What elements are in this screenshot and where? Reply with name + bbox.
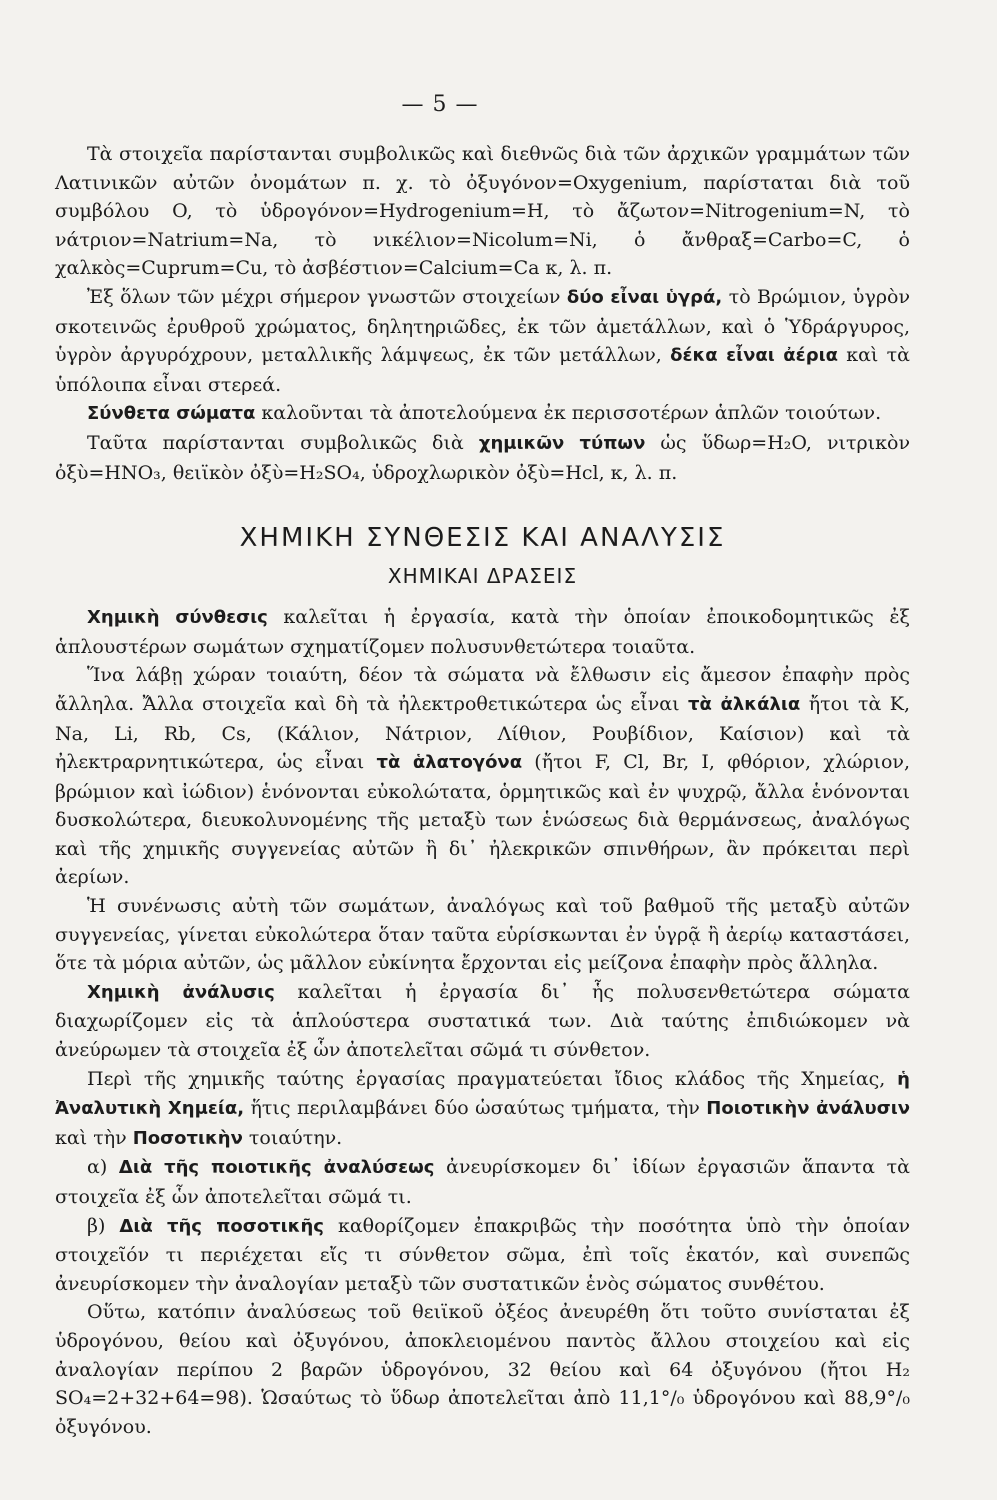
paragraph-text: Οὕτω, κατόπιν ἀναλύσεως τοῦ θειϊκοῦ ὀξέος ἀνευρέθη ὅτι τοῦτο συνίσταται ἐξ ὑδρογόνου, θείου καὶ ὀξυγόνου, ἀποκλειομένου παντὸς ἄλλου στοιχείου καὶ εἰς ἀναλογίαν περίπου 2 βαρῶν ὑδρογόνου, 32 θείου καὶ 64 ὀξυγόνου (ἤτοι H₂ SO₄=2+32+64=98). Ὡσαύτως τὸ ὕδωρ ἀποτελεῖται ἀπὸ 11,1°/₀ ὑδρογόνου καὶ 88,9°/₀ ὀξυγόνου. — [55, 1301, 910, 1438]
paragraph-text: καὶ τὰ ὑπόλοιπα εἶναι στερεά. — [55, 344, 910, 396]
page-body — [55, 140, 910, 1441]
paragraph-text: (ἤτοι F, Cl, Br, I, φθόριον, χλώριον, βρώμιον καὶ ἰώδιον) ἑνόνονται εὐκολώτατα, ὁρμητικῶς καὶ ἐν ψυχρῷ, ἄλλα ἑνόνονται δυσκολώτερα, διευκολυνομένης τῆς μεταξὺ των ἑνώσεως διὰ θερμάνσεως, ἀναλόγως καὶ τῆς χημικῆς συγγενείας αὐτῶν ἢ δι᾽ ἠλεκρικῶν σπινθήρων, ἂν πρόκειται περὶ ἀερίων. — [55, 751, 910, 889]
paragraph — [55, 892, 910, 978]
paragraph — [55, 399, 910, 429]
paragraph — [55, 978, 910, 1065]
paragraph — [55, 140, 910, 283]
bold-term: ἡ Ἀναλυτικὴ Χημεία, — [55, 1068, 910, 1120]
paragraph — [55, 1298, 910, 1441]
paragraph-text: Περὶ τῆς χημικῆς ταύτης ἐργασίας πραγματεύεται ἴδιος κλάδος τῆς Χημείας, — [87, 1067, 898, 1090]
paragraph-text: τοιαύτην. — [242, 1126, 343, 1149]
bold-term: Διὰ τῆς ποιοτικῆς ἀναλύσεως — [118, 1157, 435, 1179]
paragraph — [55, 1153, 910, 1211]
paragraph-text: Ταῦτα παρίστανται συμβολικῶς διὰ — [87, 431, 479, 454]
paragraph — [55, 1212, 910, 1299]
paragraph-text: τὸ Βρώμιον, ὑγρὸν σκοτεινῶς ἐρυθροῦ χρώματος, δηλητηριῶδες, ἐκ τῶν ἀμετάλλων, καὶ ὁ Ὑδράργυρος, ὑγρὸν ἀργυρόχρουν, μεταλλικῆς λάμψεως, ἐκ τῶν μετάλλων, — [55, 285, 910, 367]
section-subtitle: ΧΗΜΙΚΑΙ ΔΡΑΣΕΙΣ — [387, 564, 578, 589]
bold-term: τὰ ἁλατογόνα — [376, 752, 523, 774]
bold-term: Ποσοτικὴν — [132, 1127, 243, 1149]
bold-term: χημικῶν τύπων — [478, 432, 646, 454]
bold-term: Σύνθετα σώματα — [87, 403, 256, 425]
bold-term: δέκα εἶναι ἀέρια — [670, 345, 838, 367]
list-marker: β) — [87, 1214, 120, 1237]
paragraph-text: Ἡ συνένωσις αὐτὴ τῶν σωμάτων, ἀναλόγως καὶ τοῦ βαθμοῦ τῆς μεταξὺ αὐτῶν συγγενείας, γίνεται εὐκολώτερα ὅταν ταῦτα εὑρίσκωνται ἐν ὑγρᾷ ἢ ἀερίῳ καταστάσει, ὅτε τὰ μόρια αὐτῶν, ὡς μᾶλλον εὐκίνητα ἔρχονται εἰς μείζονα ἐπαφὴν πρὸς ἄλληλα. — [55, 895, 910, 975]
paragraph-text: ἤτοι τὰ K, Na, Li, Rb, Cs, (Κάλιον, Νάτριον, Λίθιον, Ρουβίδιον, Καίσιον) καὶ τὰ ἠλεκτραρνητικώτερα, ὡς εἶναι — [55, 692, 910, 774]
paragraph — [55, 603, 910, 661]
bold-term: Διὰ τῆς ποσοτικῆς — [119, 1215, 324, 1237]
paragraph — [55, 429, 910, 487]
paragraph-text: Ἵνα λάβῃ χώραν τοιαύτη, δέον τὰ σώματα νὰ ἔλθωσιν εἰς ἄμεσον ἐπαφὴν πρὸς ἄλληλα. Ἄλλα στοιχεῖα καὶ δὴ τὰ ἠλεκτροθετικώτερα ὡς εἶναι — [55, 664, 910, 715]
paragraph-text: καλεῖται ἡ ἐργασία, κατὰ τὴν ὁποίαν ἐποικοδομητικῶς ἐξ ἁπλουστέρων σωμάτων σχηματίζομεν πολυσυνθετώτερα τοιαῦτα. — [55, 606, 911, 658]
paragraph-text: ὡς ὕδωρ=H₂O, νιτρικὸν ὀξὺ=HNO₃, θειϊκὸν ὀξὺ=H₂SO₄, ὑδροχλωρικὸν ὀξὺ=Hcl, κ, λ. π. — [55, 431, 910, 484]
page-number: — 5 — — [401, 92, 479, 117]
bold-term: Χημικὴ ἀνάλυσις — [87, 981, 275, 1003]
paragraph-text: καθορίζομεν ἐπακριβῶς τὴν ποσότητα ὑπὸ τὴν ὁποίαν στοιχεῖόν τι περιέχεται εἴς τι σύνθετον σῶμα, ἐπὶ τοῖς ἑκατόν, καὶ συνεπῶς ἀνευρίσκομεν τὴν ἀναλογίαν μεταξὺ τῶν συστατικῶν ἑνὸς σώματος συνθέτου. — [55, 1214, 911, 1295]
paragraph — [55, 283, 910, 399]
paragraph-text: καλοῦνται τὰ ἀποτελούμενα ἐκ περισσοτέρων ἁπλῶν τοιούτων. — [255, 402, 882, 425]
paragraph-text: καὶ τὴν — [55, 1126, 133, 1149]
paragraph — [55, 661, 910, 892]
bold-term: Ποιοτικὴν ἀνάλυσιν — [706, 1098, 910, 1120]
paragraph-text: ἥτις περιλαμβάνει δύο ὡσαύτως τμήματα, τὴν — [244, 1097, 707, 1120]
paragraph-text: Τὰ στοιχεῖα παρίστανται συμβολικῶς καὶ διεθνῶς διὰ τῶν ἀρχικῶν γραμμάτων τῶν Λατινικῶν αὐτῶν ὀνομάτων π. χ. τὸ ὀξυγόνον=Oxygenium, παρίσταται διὰ τοῦ συμβόλου O, τὸ ὑδρογόνον=Hydrogenium=H, τὸ ἄζωτον=Nitrogenium=N, τὸ νάτριον=Natrium=Na, τὸ νικέλιον=Nicolum=Ni, ὁ ἄνθραξ=Carbo=C, ὁ χαλκὸς=Cuprum=Cu, τὸ ἀσβέστιον=Calcium=Ca κ, λ. π. — [55, 143, 910, 280]
bold-term: δύο εἶναι ὑγρά, — [566, 286, 723, 308]
list-marker: α) — [87, 1156, 119, 1179]
paragraph-text: ἀνευρίσκομεν δι᾽ ἰδίων ἐργασιῶν ἅπαντα τὰ στοιχεῖα ἐξ ὧν ἀποτελεῖται σῶμά τι. — [55, 1156, 910, 1208]
bold-term: Χημικὴ σύνθεσις — [87, 607, 268, 629]
section-title: ΧΗΜΙΚΗ ΣΥΝΘΕΣΙΣ ΚΑΙ ΑΝΑΛΥΣΙΣ — [239, 523, 726, 554]
paragraph-text: καλεῖται ἡ ἐργασία δι᾽ ἧς πολυσενθετώτερα σώματα διαχωρίζομεν εἰς τὰ ἁπλούστερα συστατικά των. Διὰ ταύτης ἐπιδιώκομεν νὰ ἀνεύρωμεν τὰ στοιχεῖα ἐξ ὧν ἀποτελεῖται σῶμά τι σύνθετον. — [55, 980, 910, 1062]
paragraph-text: Ἐξ ὅλων τῶν μέχρι σήμερον γνωστῶν στοιχείων — [87, 285, 567, 308]
paragraph — [55, 1065, 910, 1154]
bold-term: τὰ ἀλκάλια — [688, 693, 801, 715]
